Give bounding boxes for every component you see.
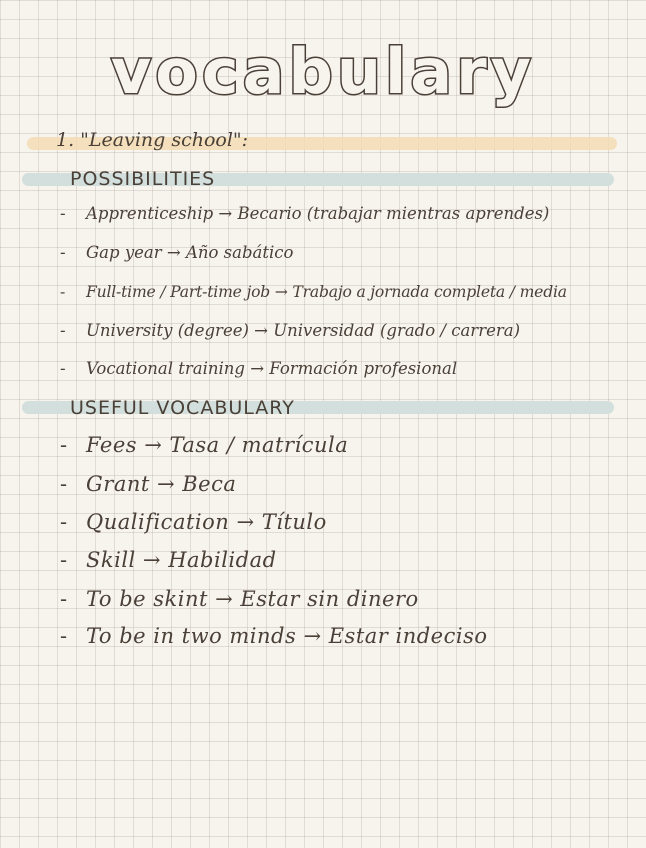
- list-item: [60, 548, 277, 572]
- list-dash: -: [60, 204, 66, 223]
- list-dash: -: [60, 548, 68, 572]
- list-item: [60, 204, 549, 223]
- list-item: [60, 243, 293, 262]
- list-dash: -: [60, 587, 68, 611]
- list-dash: -: [60, 433, 68, 457]
- list-item-text: Full-time / Part-time job → Trabajo a jornada completa / media: [86, 283, 567, 301]
- list-dash: -: [60, 510, 68, 534]
- list-item-text: Fees → Tasa / matrícula: [86, 433, 349, 457]
- list-dash: -: [60, 624, 68, 648]
- list-item: [60, 472, 236, 496]
- list-item-text: Gap year → Año sabático: [86, 243, 294, 262]
- page-title: vocabulary: [110, 35, 536, 108]
- list-item: [60, 624, 488, 648]
- list-item-text: Apprenticeship → Becario (trabajar mientras aprendes): [86, 204, 550, 223]
- list-dash: -: [60, 243, 66, 262]
- list-item: [60, 510, 327, 534]
- list-item: [60, 283, 567, 301]
- list-item: [60, 587, 419, 611]
- list-dash: -: [60, 283, 66, 301]
- list-item-text: To be in two minds → Estar indeciso: [86, 624, 488, 648]
- list-dash: -: [60, 359, 66, 378]
- list-item-text: Skill → Habilidad: [86, 548, 277, 572]
- list-item-text: To be skint → Estar sin dinero: [86, 587, 419, 611]
- list-item: [60, 359, 457, 378]
- list-item-text: Grant → Beca: [86, 472, 237, 496]
- list-dash: -: [60, 321, 66, 340]
- list-item: [60, 321, 520, 340]
- heading-useful-vocabulary: USEFUL VOCABULARY: [70, 397, 295, 419]
- heading-possibilities: POSSIBILITIES: [70, 168, 216, 190]
- list-dash: -: [60, 472, 68, 496]
- list-item-text: University (degree) → Universidad (grado / carrera): [86, 321, 521, 340]
- list-item-text: Qualification → Título: [86, 510, 327, 534]
- section-title: 1. "Leaving school":: [56, 129, 249, 151]
- list-item-text: Vocational training → Formación profesional: [86, 359, 458, 378]
- list-item: [60, 433, 348, 457]
